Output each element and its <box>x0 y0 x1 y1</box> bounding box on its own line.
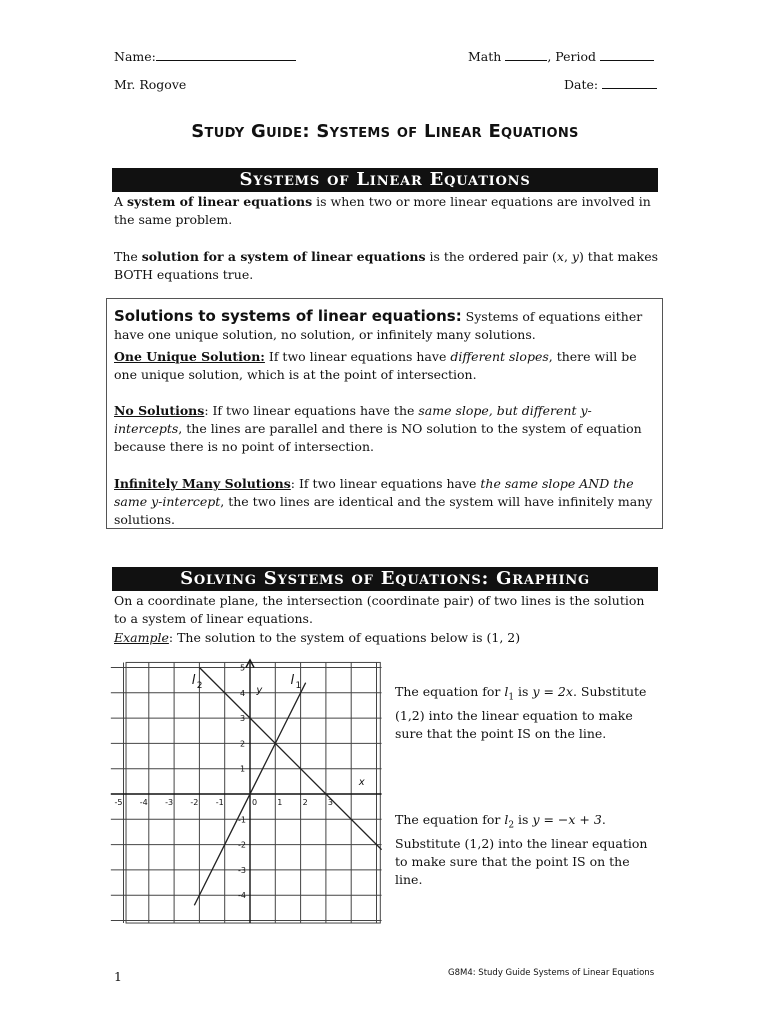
equation-l1: y = 2x <box>532 684 573 699</box>
no-solution-text: No Solutions: If two linear equations have the same slope, but different y-intercepts, the lines are parallel and there is NO solution to the system of equation because there is no point of intersection. <box>114 403 642 454</box>
y-tick-label: 5 <box>240 663 246 673</box>
no-solution-label: No Solutions <box>114 403 205 418</box>
date-blank[interactable] <box>602 76 657 89</box>
y-tick-label: 1 <box>240 764 246 774</box>
line-l2-subscript: 2 <box>196 680 203 691</box>
equation-l1-text: The equation for $l_1$ is y = 2x. Substitute (1,2) into the linear equation to make sure that the point IS on the line. <box>395 684 647 741</box>
teacher-name: Mr. Rogove <box>114 77 187 92</box>
name-field <box>114 48 296 66</box>
line-l2 <box>196 668 381 850</box>
page-title: Study Guide: Systems of Linear Equations <box>191 121 579 142</box>
y-tick-label: 4 <box>240 688 246 698</box>
y-tick-label: 3 <box>240 714 246 724</box>
y-tick-label: -3 <box>238 865 246 875</box>
line-l2-label: l <box>191 672 196 688</box>
graph-border <box>126 662 380 923</box>
math-label: Math <box>468 49 502 64</box>
infinite-label: Infinitely Many Solutions <box>114 476 291 491</box>
box-title: Solutions to systems of linear equations: <box>114 307 462 325</box>
y-tick-label: -1 <box>238 815 246 825</box>
date-field <box>564 76 657 94</box>
coordinate-graph <box>114 660 385 922</box>
unique-solution-text: One Unique Solution: If two linear equations have different slopes, there will be one unique solution, which is at the point of intersection. <box>114 349 637 382</box>
x-tick-label: 3 <box>327 798 333 807</box>
solution-paragraph: The solution for a system of linear equations is the ordered pair (x, y) that makes BOTH equations true. <box>114 249 659 282</box>
x-tick-label: -1 <box>215 798 224 807</box>
equation-l2-text: The equation for $l_2$ is y = −x + 3. Substitute (1,2) into the linear equation to make sure that the point IS on the line. <box>395 812 648 887</box>
math-period-field <box>468 48 654 66</box>
x-tick-label: -5 <box>114 798 123 807</box>
footer-course-label: G8M4: Study Guide Systems of Linear Equations <box>448 968 655 978</box>
y-tick-label: 2 <box>240 739 246 749</box>
box-intro: Solutions to systems of linear equations: Systems of equations either have one unique solution, no solution, or infinitely many solutions. <box>114 307 643 342</box>
unique-label: One Unique Solution: <box>114 349 265 364</box>
y-tick-label: -4 <box>238 891 246 901</box>
term-system: system of linear equations <box>127 194 313 209</box>
example-label: Example <box>114 630 169 645</box>
line-l1-subscript: 1 <box>295 680 302 691</box>
x-axis-label: x <box>358 777 365 789</box>
name-label: Name: <box>114 49 156 64</box>
equation-l2: y = −x + 3 <box>532 812 602 827</box>
x-tick-label: -3 <box>165 798 174 807</box>
period-label: , Period <box>547 49 597 64</box>
x-tick-label: -2 <box>190 798 199 807</box>
line-l1-label: l <box>290 672 295 688</box>
definition-paragraph: A system of linear equations is when two or more linear equations are involved in the same problem. <box>114 194 651 227</box>
section-heading-systems: Systems of Linear Equations <box>112 168 658 192</box>
x-tick-label: -4 <box>139 798 148 807</box>
x-tick-label: 2 <box>302 798 308 807</box>
date-label: Date: <box>564 77 599 92</box>
x-tick-label: 1 <box>277 798 283 807</box>
example-line: Example: The solution to the system of equations below is (1, 2) <box>114 630 521 645</box>
infinite-solution-text: Infinitely Many Solutions: If two linear equations have the same slope AND the same y-intercept, the two lines are identical and the system will have infinitely many solutions. <box>114 476 653 527</box>
term-solution: solution for a system of linear equations <box>141 249 426 264</box>
graphing-intro: On a coordinate plane, the intersection (coordinate pair) of two lines is the solution to a system of linear equations. <box>114 593 645 626</box>
math-blank[interactable] <box>505 48 547 61</box>
section-heading-graphing: Solving Systems of Equations: Graphing <box>112 567 658 591</box>
page-number: 1 <box>114 969 122 984</box>
y-axis-label: y <box>256 684 263 696</box>
y-tick-label: -2 <box>238 840 246 850</box>
name-blank[interactable] <box>156 48 296 61</box>
period-blank[interactable] <box>600 48 654 61</box>
x-tick-label: 0 <box>252 798 258 807</box>
